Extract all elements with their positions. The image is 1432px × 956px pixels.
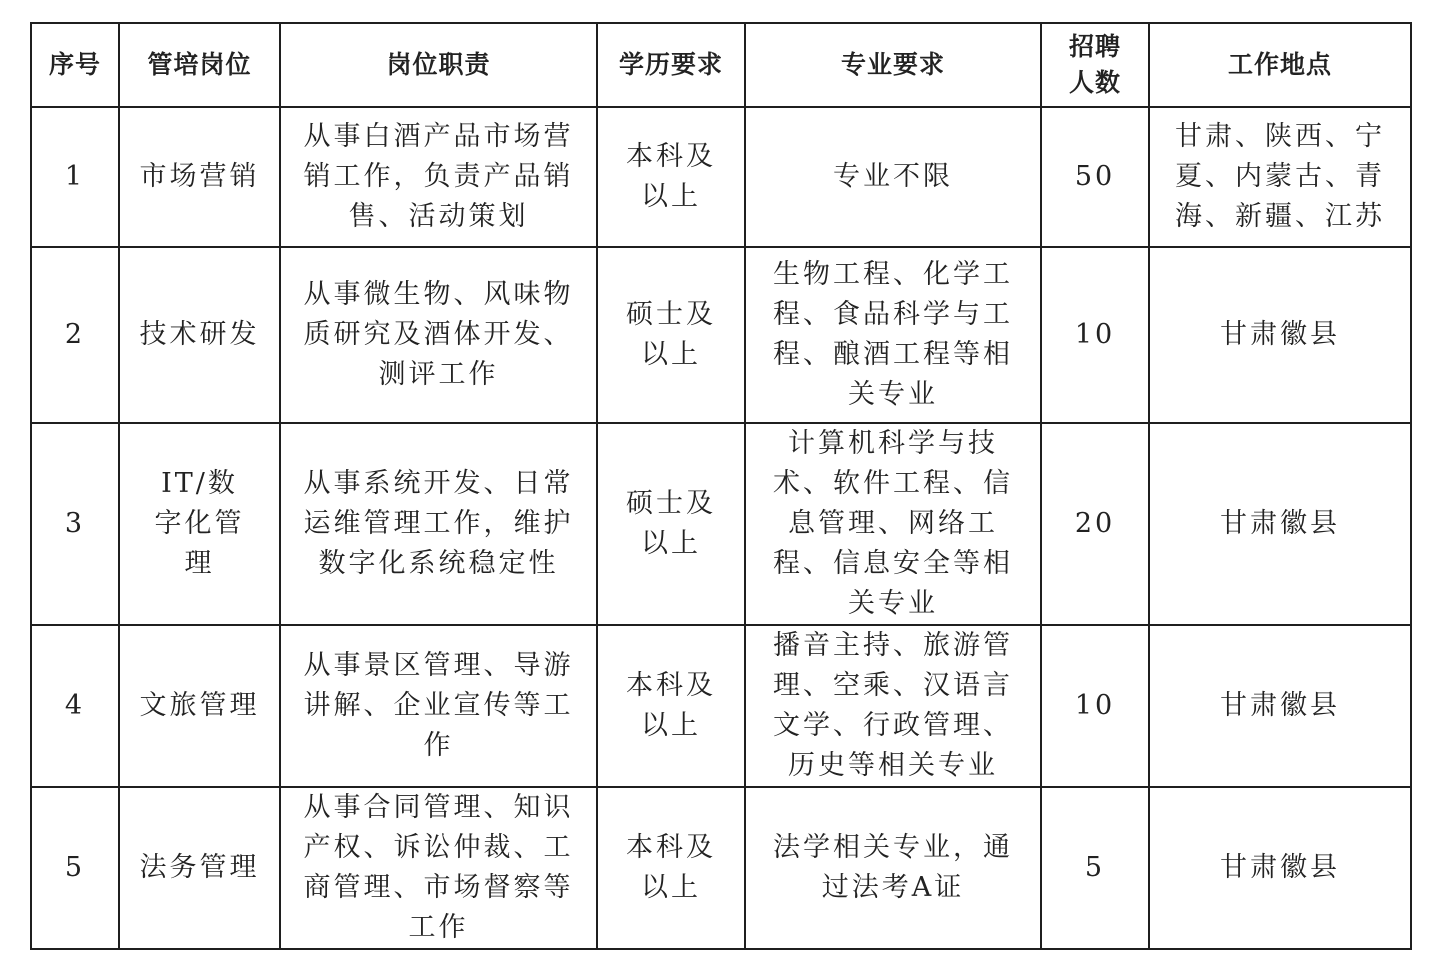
cell-seq: 3	[31, 423, 119, 625]
header-position: 管培岗位	[119, 23, 280, 107]
table-row	[31, 107, 1411, 247]
cell-location: 甘肃、陕西、宁夏、内蒙古、青海、新疆、江苏	[1149, 107, 1411, 247]
cell-count: 5	[1041, 787, 1149, 949]
cell-location: 甘肃徽县	[1149, 423, 1411, 625]
table-row	[31, 625, 1411, 787]
cell-education: 硕士及以上	[597, 247, 745, 423]
table-row	[31, 423, 1411, 625]
header-duty: 岗位职责	[280, 23, 597, 107]
cell-duty: 从事景区管理、导游讲解、企业宣传等工作	[280, 625, 597, 787]
cell-duty: 从事合同管理、知识产权、诉讼仲裁、工商管理、市场督察等工作	[280, 787, 597, 949]
cell-education: 本科及以上	[597, 107, 745, 247]
cell-duty: 从事白酒产品市场营销工作，负责产品销售、活动策划	[280, 107, 597, 247]
header-row	[31, 23, 1411, 107]
header-major: 专业要求	[745, 23, 1041, 107]
cell-education: 硕士及以上	[597, 423, 745, 625]
cell-seq: 4	[31, 625, 119, 787]
cell-position: 市场营销	[119, 107, 280, 247]
table-row	[31, 787, 1411, 949]
header-count: 招聘人数	[1041, 23, 1149, 107]
cell-count: 10	[1041, 625, 1149, 787]
cell-position: 技术研发	[119, 247, 280, 423]
cell-education: 本科及以上	[597, 625, 745, 787]
cell-seq: 2	[31, 247, 119, 423]
cell-seq: 5	[31, 787, 119, 949]
cell-count: 20	[1041, 423, 1149, 625]
cell-education: 本科及以上	[597, 787, 745, 949]
cell-major: 法学相关专业，通过法考A证	[745, 787, 1041, 949]
cell-major: 计算机科学与技术、软件工程、信息管理、网络工程、信息安全等相关专业	[745, 423, 1041, 625]
table-row	[31, 247, 1411, 423]
cell-position: 法务管理	[119, 787, 280, 949]
cell-duty: 从事系统开发、日常运维管理工作，维护数字化系统稳定性	[280, 423, 597, 625]
cell-location: 甘肃徽县	[1149, 787, 1411, 949]
cell-location: 甘肃徽县	[1149, 247, 1411, 423]
recruitment-table	[30, 22, 1412, 950]
cell-major: 播音主持、旅游管理、空乘、汉语言文学、行政管理、历史等相关专业	[745, 625, 1041, 787]
cell-major: 生物工程、化学工程、食品科学与工程、酿酒工程等相关专业	[745, 247, 1041, 423]
cell-major: 专业不限	[745, 107, 1041, 247]
cell-position: 文旅管理	[119, 625, 280, 787]
header-location: 工作地点	[1149, 23, 1411, 107]
cell-position: IT/数字化管理	[119, 423, 280, 625]
header-education: 学历要求	[597, 23, 745, 107]
cell-count: 10	[1041, 247, 1149, 423]
cell-location: 甘肃徽县	[1149, 625, 1411, 787]
header-seq: 序号	[31, 23, 119, 107]
cell-seq: 1	[31, 107, 119, 247]
cell-duty: 从事微生物、风味物质研究及酒体开发、测评工作	[280, 247, 597, 423]
cell-count: 50	[1041, 107, 1149, 247]
